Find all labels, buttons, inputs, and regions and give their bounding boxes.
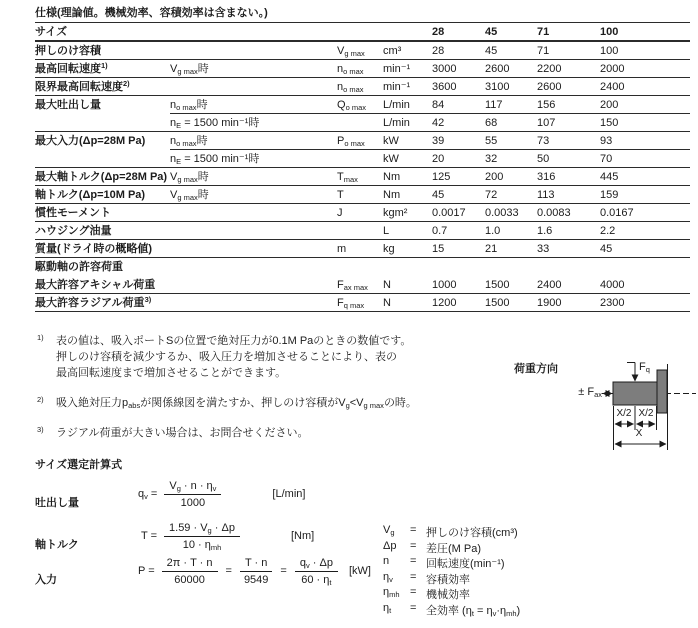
equals-sign: = — [410, 524, 417, 536]
spec-row — [35, 132, 690, 150]
legend-row — [383, 524, 520, 540]
spec-row-value: 28 — [432, 45, 445, 57]
spec-row-label: 質量(ドライ時の概略値) — [35, 243, 152, 255]
load-direction-diagram — [550, 350, 698, 460]
spec-row-value: 93 — [600, 135, 613, 147]
legend-text: 機械効率 — [426, 589, 470, 601]
legend-symbol: $V_g$ — [383, 524, 395, 537]
spec-row-unit: kg — [383, 243, 395, 255]
spec-row-label: 駆動軸の許容荷重 — [35, 261, 123, 273]
size-column-header: 28 — [432, 26, 445, 38]
equals-sign: = — [225, 565, 232, 577]
spec-row-value: 2000 — [600, 63, 625, 75]
size-header-label: サイズ — [35, 26, 68, 38]
spec-row-value: 1500 — [485, 297, 510, 309]
spec-row-symbol: $P_{o max}$ — [337, 135, 365, 148]
spec-row-value: 1500 — [485, 279, 510, 291]
spec-row-value: 2400 — [600, 81, 625, 93]
spec-row-label: 最大入力(Δp=28M Pa) — [35, 135, 146, 147]
formula-lhs: $q_v$ = — [138, 488, 158, 501]
formula-lhs: T = — [141, 530, 158, 542]
legend-row — [383, 540, 520, 556]
legend-text: 押しのけ容積(cm³) — [426, 527, 518, 539]
spec-row-value: 1200 — [432, 297, 457, 309]
spec-row — [35, 186, 690, 204]
spec-row-value: 107 — [537, 117, 556, 129]
spec-row-value: 0.0033 — [485, 207, 519, 219]
spec-row-condition: $V_{g max}$時 — [170, 171, 209, 184]
spec-row — [35, 294, 690, 312]
equals-sign: = — [410, 601, 417, 614]
spec-row-symbol: $Q_{o max}$ — [337, 99, 366, 112]
footnotes — [35, 333, 515, 455]
spec-row-value: 1900 — [537, 297, 562, 309]
legend-text: 回転速度(min⁻¹) — [426, 558, 505, 570]
spec-row-value: 445 — [600, 171, 619, 183]
spec-row — [35, 204, 690, 222]
spec-row-unit: L — [383, 225, 390, 237]
footnote-marker: 1) — [37, 333, 44, 342]
spec-row-value: 100 — [600, 45, 619, 57]
fraction: $\frac{V_g \cdot n \cdot \eta_v}{1000}$ — [164, 479, 221, 509]
spec-row-label: 慣性モーメント — [35, 207, 112, 219]
legend-symbol: $\eta_t$ — [383, 601, 392, 615]
spec-row-value: 200 — [485, 171, 504, 183]
spec-row-label: 最大許容アキシャル荷重 — [35, 279, 156, 291]
spec-row-symbol: $n_{o max}$ — [337, 81, 364, 94]
fraction: $\frac{T \cdot n}{9549}$ — [240, 556, 272, 586]
size-column-header: 45 — [485, 26, 498, 38]
x2-right-label: X/2 — [638, 408, 654, 419]
footnote-marker: 3) — [37, 425, 44, 434]
spec-row-label: 最大許容ラジアル荷重$^{3)}$ — [35, 295, 152, 309]
spec-row-value: 32 — [485, 153, 498, 165]
formula-flow — [138, 479, 305, 509]
legend-row — [383, 602, 520, 618]
spec-row-value: 45 — [600, 243, 613, 255]
spec-row-value: 70 — [600, 153, 613, 165]
spec-row-value: 2600 — [537, 81, 562, 93]
spec-row-symbol: J — [337, 207, 343, 219]
footnote-line: 最高回転速度まで増加させることができます。 — [56, 367, 287, 379]
fraction: $\frac{q_v \cdot \Delta p}{60 \cdot \eta_t}$ — [295, 556, 338, 586]
equals-sign: = — [410, 570, 417, 583]
spec-row-condition: $n_{o max}$時 — [170, 135, 208, 148]
footnote-line: 押しのけ容積を減少するか、吸入圧力を増加させることにより、表の — [56, 351, 397, 363]
spec-row-value: 1.0 — [485, 225, 501, 237]
spec-row-symbol: $V_{g max}$ — [337, 45, 365, 58]
spec-table — [35, 22, 690, 312]
spec-row-symbol: $T_{max}$ — [337, 171, 358, 184]
legend-symbol: n — [383, 555, 390, 567]
legend-symbol: Δp — [383, 539, 397, 552]
spec-row-value: 39 — [432, 135, 445, 147]
spec-row-value: 72 — [485, 189, 498, 201]
spec-row-value: 3100 — [485, 81, 510, 93]
formula-label-torque: 軸トルク — [35, 539, 79, 551]
size-column-header: 100 — [600, 26, 619, 38]
spec-row — [35, 276, 690, 294]
spec-row-unit: L/min — [383, 99, 410, 111]
size-column-header: 71 — [537, 26, 550, 38]
spec-row-value: 55 — [485, 135, 498, 147]
spec-row-value: 117 — [485, 99, 503, 111]
spec-row-label: 軸トルク(Δp=10M Pa) — [35, 189, 146, 201]
spec-row-value: 2200 — [537, 63, 562, 75]
formula-torque — [141, 521, 314, 551]
spec-row-value: 33 — [537, 243, 550, 255]
spec-row-value: 113 — [537, 189, 555, 201]
x-label: X — [635, 428, 643, 439]
equals-sign: = — [280, 565, 287, 577]
footnote — [35, 333, 515, 381]
spec-row — [35, 240, 690, 258]
fraction: $\frac{2\pi \cdot T \cdot n}{60000}$ — [162, 556, 218, 586]
spec-row-value: 156 — [537, 99, 556, 111]
spec-row-symbol: $F_{q max}$ — [337, 297, 365, 310]
footnote-line: 表の値は、吸入ポートSの位置で絶対圧力が0.1M Paのときの数値です。 — [56, 335, 412, 347]
formula-label-power: 入力 — [35, 574, 57, 586]
spec-row-unit: kgm² — [383, 207, 408, 219]
page-title: 仕様(理論値。機械効率、容積効率は含まない。) — [35, 7, 268, 19]
spec-row-value: 150 — [600, 117, 619, 129]
spec-row-value: 2600 — [485, 63, 510, 75]
formula-label-flow: 吐出し量 — [35, 497, 79, 509]
spec-row-unit: cm³ — [383, 45, 402, 57]
spec-row-condition: $n_{o max}$時 — [170, 99, 208, 112]
equals-sign: = — [410, 586, 417, 598]
equals-sign: = — [410, 539, 417, 552]
spec-row-condition: $n_E = 1500$ min⁻¹時 — [170, 153, 260, 166]
spec-row-condition: $V_{g max}$時 — [170, 189, 209, 202]
spec-row-label: 押しのけ容積 — [35, 45, 101, 57]
spec-row-condition: $V_{g max}$時 — [170, 63, 209, 76]
shaft — [613, 382, 657, 405]
spec-row-value: 68 — [485, 117, 498, 129]
spec-row-value: 2.2 — [600, 225, 616, 237]
spec-row-value: 73 — [537, 135, 550, 147]
x2-left-label: X/2 — [616, 408, 632, 419]
spec-row-value: 2300 — [600, 297, 625, 309]
spec-row-label: 最大軸トルク(Δp=28M Pa) — [35, 171, 168, 183]
legend-row — [383, 586, 520, 602]
spec-row-label: ハウジング油量 — [35, 225, 112, 237]
spec-row-unit: N — [383, 279, 391, 291]
spec-row-value: 71 — [537, 45, 550, 57]
spec-row-value: 1000 — [432, 279, 457, 291]
spec-row — [35, 114, 690, 132]
legend-row — [383, 571, 520, 587]
spec-row — [35, 222, 690, 240]
spec-header-row — [35, 23, 690, 42]
spec-row-value: 125 — [432, 171, 451, 183]
footnote-line: ラジアル荷重が大きい場合は、お問合せください。 — [56, 427, 309, 439]
spec-row-symbol: T — [337, 189, 344, 201]
spec-row-value: 50 — [537, 153, 550, 165]
legend-symbol: $\eta_v$ — [383, 570, 393, 584]
spec-row-value: 0.0017 — [432, 207, 466, 219]
spec-row-value: 84 — [432, 99, 445, 111]
spec-row-symbol: m — [337, 243, 347, 255]
spec-row-unit: Nm — [383, 189, 401, 201]
footnote — [35, 395, 515, 411]
spec-row-value: 15 — [432, 243, 445, 255]
spec-row-unit: kW — [383, 153, 399, 165]
spec-row-unit: min⁻¹ — [383, 63, 411, 75]
spec-row-value: 4000 — [600, 279, 625, 291]
legend-symbol: $\eta_{mh}$ — [383, 586, 400, 599]
fraction: $\frac{1.59 \cdot V_g \cdot \Delta p}{10 \cdot \eta_{mh}}$ — [164, 521, 240, 551]
spec-row-value: 0.0083 — [537, 207, 571, 219]
spec-row-unit: N — [383, 297, 391, 309]
spec-row-symbol: $F_{ax max}$ — [337, 279, 368, 292]
spec-row — [35, 258, 690, 276]
spec-row-value: 45 — [432, 189, 445, 201]
footnote — [35, 425, 515, 441]
spec-row-value: 20 — [432, 153, 445, 165]
spec-row-unit: L/min — [383, 117, 410, 129]
spec-row-value: 42 — [432, 117, 445, 129]
legend-text: 差圧(M Pa) — [426, 542, 481, 555]
spec-row-value: 316 — [537, 171, 556, 183]
spec-row-label: 最大吐出し量 — [35, 99, 101, 111]
spec-row-unit: Nm — [383, 171, 401, 183]
formula-unit: [Nm] — [290, 530, 315, 542]
spec-row-value: 0.7 — [432, 225, 448, 237]
calc-section-title: サイズ選定計算式 — [35, 459, 123, 471]
spec-row-value: 3000 — [432, 63, 457, 75]
flange — [657, 370, 667, 413]
footnote-marker: 2) — [37, 395, 44, 404]
spec-row-value: 2400 — [537, 279, 562, 291]
spec-row — [35, 60, 690, 78]
equals-sign: = — [410, 555, 417, 567]
spec-row — [35, 42, 690, 60]
spec-row-value: 0.0167 — [600, 207, 634, 219]
spec-row-value: 1.6 — [537, 225, 553, 237]
spec-row-unit: kW — [383, 135, 399, 147]
formula-unit: [kW] — [348, 565, 371, 577]
spec-row-value: 21 — [485, 243, 498, 255]
spec-row-symbol: $n_{o max}$ — [337, 63, 364, 76]
spec-row-value: 45 — [485, 45, 498, 57]
formula-power — [138, 556, 371, 586]
formula-lhs: P = — [138, 565, 155, 577]
fq-label: $F_q$ — [639, 361, 650, 374]
footnote-line: 吸入絶対圧力$p_{abs}$が関係線図を満たすか、押しのけ容積が$V_g<V_{g max}$の時。 — [56, 397, 417, 410]
spec-row-value: 200 — [600, 99, 619, 111]
spec-row — [35, 78, 690, 96]
legend-text: 全効率 $(\eta_t = \eta_v\cdot\eta_{mh})$ — [426, 604, 521, 618]
spec-row-condition: $n_E = 1500$ min⁻¹時 — [170, 117, 260, 130]
load-direction-title: 荷重方向 — [514, 363, 558, 375]
formula-legend — [383, 524, 520, 617]
spec-row-label: 限界最高回転速度$^{2)}$ — [35, 79, 130, 93]
spec-row-label: 最高回転速度$^{1)}$ — [35, 61, 108, 75]
spec-row-value: 159 — [600, 189, 619, 201]
spec-row — [35, 168, 690, 186]
spec-row-unit: min⁻¹ — [383, 81, 411, 93]
spec-row-value: 3600 — [432, 81, 457, 93]
formula-unit: [L/min] — [272, 488, 306, 500]
legend-row — [383, 555, 520, 571]
fax-label: ± $F_{ax}$ — [578, 386, 602, 399]
spec-row — [35, 150, 690, 168]
spec-row — [35, 96, 690, 114]
legend-text: 容積効率 — [426, 573, 470, 586]
